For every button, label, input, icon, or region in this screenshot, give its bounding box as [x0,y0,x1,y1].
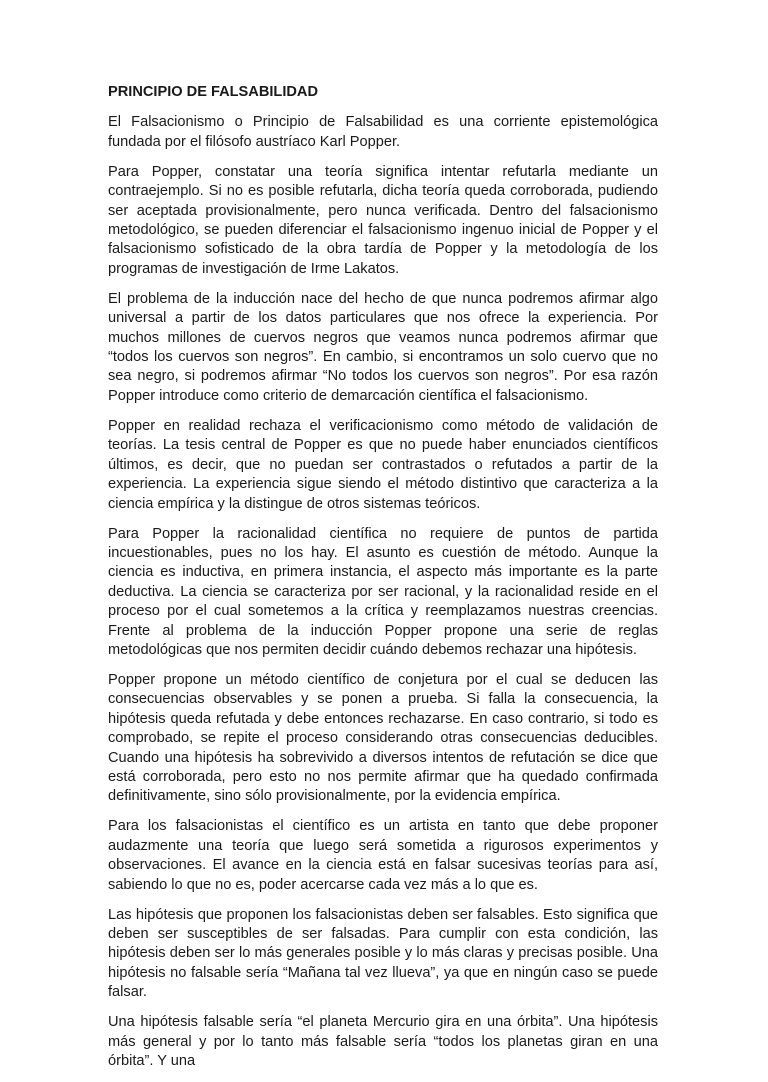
paragraph-8: Las hipótesis que proponen los falsacionistas deben ser falsables. Esto significa que deben ser susceptibles de ser falsadas. Para cumplir con esta condición, las hipótesis deben ser lo más generales posible y lo más claras y precisas posible. Una hipótesis no falsable sería “Mañana tal vez llueva”, ya que en ningún caso se puede falsar. [108,906,658,1001]
document-page [108,83,658,1082]
paragraph-9: Una hipótesis falsable sería “el planeta Mercurio gira en una órbita”. Una hipótesis más general y por lo tanto más falsable sería “todos los planetas giran en una órbita”. Y una [108,1014,658,1070]
paragraph-7: Para los falsacionistas el científico es un artista en tanto que debe proponer audazmente una teoría que luego será sometida a rigurosos experimentos y observaciones. El avance en la ciencia está en falsar sucesivas teorías para así, sabiendo lo que no es, poder acercarse cada vez más a lo que es. [108,818,658,893]
paragraph-1: El Falsacionismo o Principio de Falsabilidad es una corriente epistemológica fundada por el filósofo austríaco Karl Popper. [108,114,658,150]
paragraph-5: Para Popper la racionalidad científica no requiere de puntos de partida incuestionables, pues no los hay. El asunto es cuestión de método. Aunque la ciencia es inductiva, en primera instancia, el aspecto más importante es la parte deductiva. La ciencia se caracteriza por ser racional, y la racionalidad reside en el proceso por el cual sometemos a la crítica y reemplazamos nuestras creencias. Frente al problema de la inducción Popper propone una serie de reglas metodológicas que nos permiten decidir cuándo debemos rechazar una hipótesis. [108,525,658,658]
paragraph-2: Para Popper, constatar una teoría significa intentar refutarla mediante un contraejemplo. Si no es posible refutarla, dicha teoría queda corroborada, pudiendo ser aceptada provisionalmente, pero nunca verificada. Dentro del falsacionismo metodológico, se pueden diferenciar el falsacionismo ingenuo inicial de Popper y el falsacionismo sofisticado de la obra tardía de Popper y la metodología de los programas de investigación de Irme Lakatos. [108,163,658,277]
document-title: PRINCIPIO DE FALSABILIDAD [108,84,318,100]
paragraph-6: Popper propone un método científico de conjetura por el cual se deducen las consecuencias observables y se ponen a prueba. Si falla la consecuencia, la hipótesis queda refutada y debe entonces rechazarse. En caso contrario, si todo es comprobado, se repite el proceso considerando otras consecuencias deducibles. Cuando una hipótesis ha sobrevivido a diversos intentos de refutación se dice que está corroborada, pero esto no nos permite afirmar que ha quedado confirmada definitivamente, sino sólo provisionalmente, por la evidencia empírica. [108,671,658,805]
paragraph-4: Popper en realidad rechaza el verificacionismo como método de validación de teorías. La tesis central de Popper es que no puede haber enunciados científicos últimos, es decir, que no puedan ser contrastados o refutados a partir de la experiencia. La experiencia sigue siendo el método distintivo que caracteriza a la ciencia empírica y la distingue de otros sistemas teóricos. [108,417,658,512]
paragraph-3: El problema de la inducción nace del hecho de que nunca podremos afirmar algo universal a partir de los datos particulares que nos ofrece la experiencia. Por muchos millones de cuervos negros que veamos nunca podremos afirmar que “todos los cuervos son negros”. En cambio, si encontramos un solo cuervo que no sea negro, si podremos afirmar “No todos los cuervos son negros”. Por esa razón Popper introduce como criterio de demarcación científica el falsacionismo. [108,290,658,404]
